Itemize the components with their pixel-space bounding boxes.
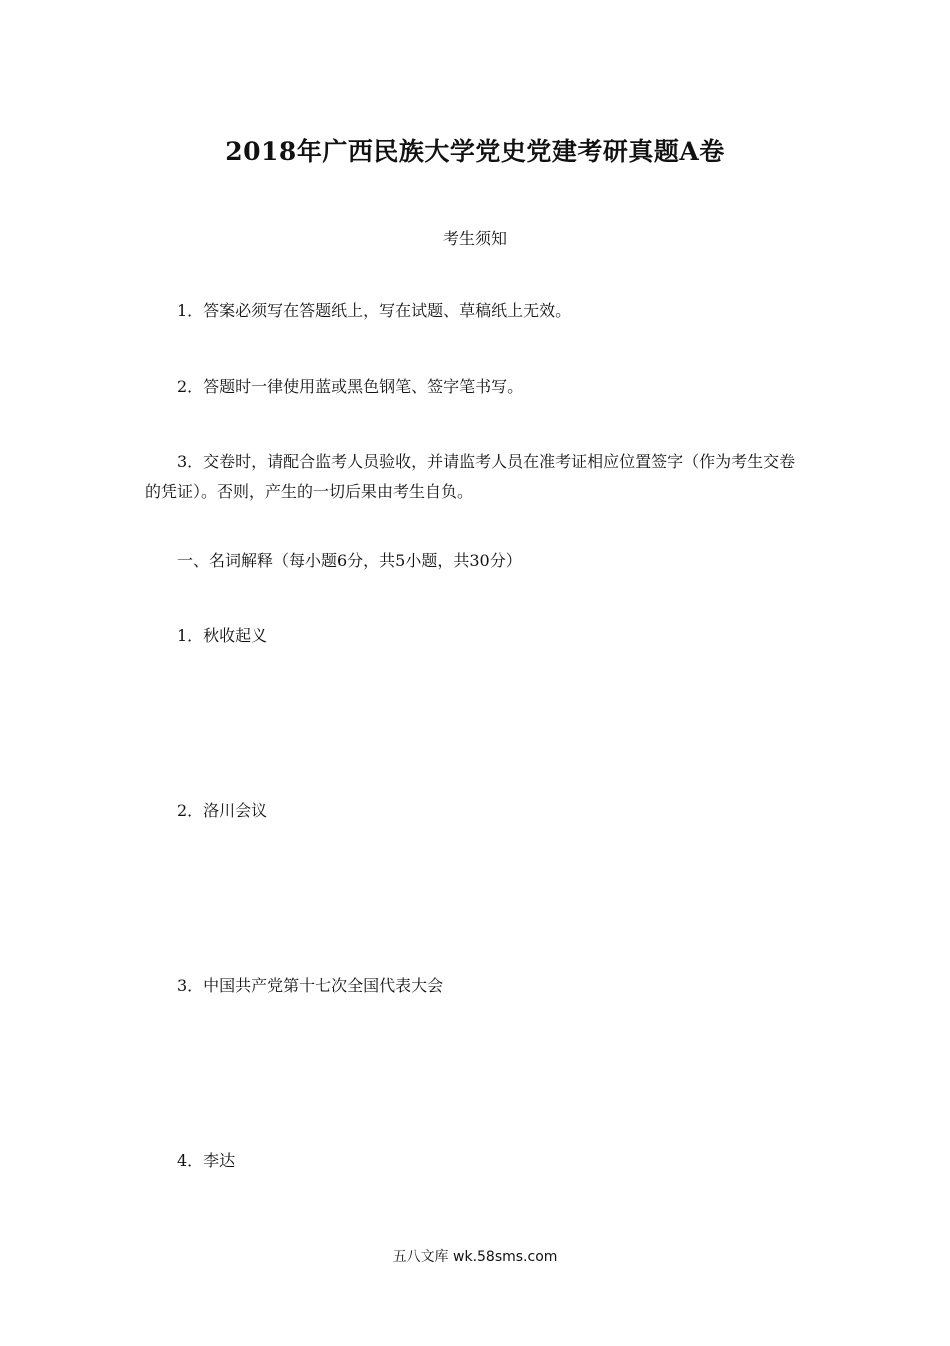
notice-heading: 考生须知	[442, 229, 507, 248]
footer-watermark: 五八文库 wk.58sms.com	[392, 1249, 558, 1265]
question-1: 1．秋收起义	[177, 626, 268, 645]
question-4: 4．李达	[177, 1151, 236, 1170]
notice-item-2: 2．答题时一律使用蓝或黑色钢笔、签字笔书写。	[177, 377, 524, 396]
document-title: 2018年广西民族大学党史党建考研真题A卷	[225, 137, 725, 166]
notice-item-1: 1．答案必须写在答题纸上，写在试题、草稿纸上无效。	[177, 301, 572, 320]
question-3: 3．中国共产党第十七次全国代表大会	[177, 976, 444, 995]
question-2: 2．洛川会议	[177, 801, 268, 820]
section-heading: 一、名词解释（每小题6分，共5小题，共30分）	[177, 551, 522, 570]
notice-item-3: 3．交卷时，请配合监考人员验收，并请监考人员在准考证相应位置签字（作为考生交卷的凭证）。否则，产生的一切后果由考生自负。	[145, 452, 796, 501]
